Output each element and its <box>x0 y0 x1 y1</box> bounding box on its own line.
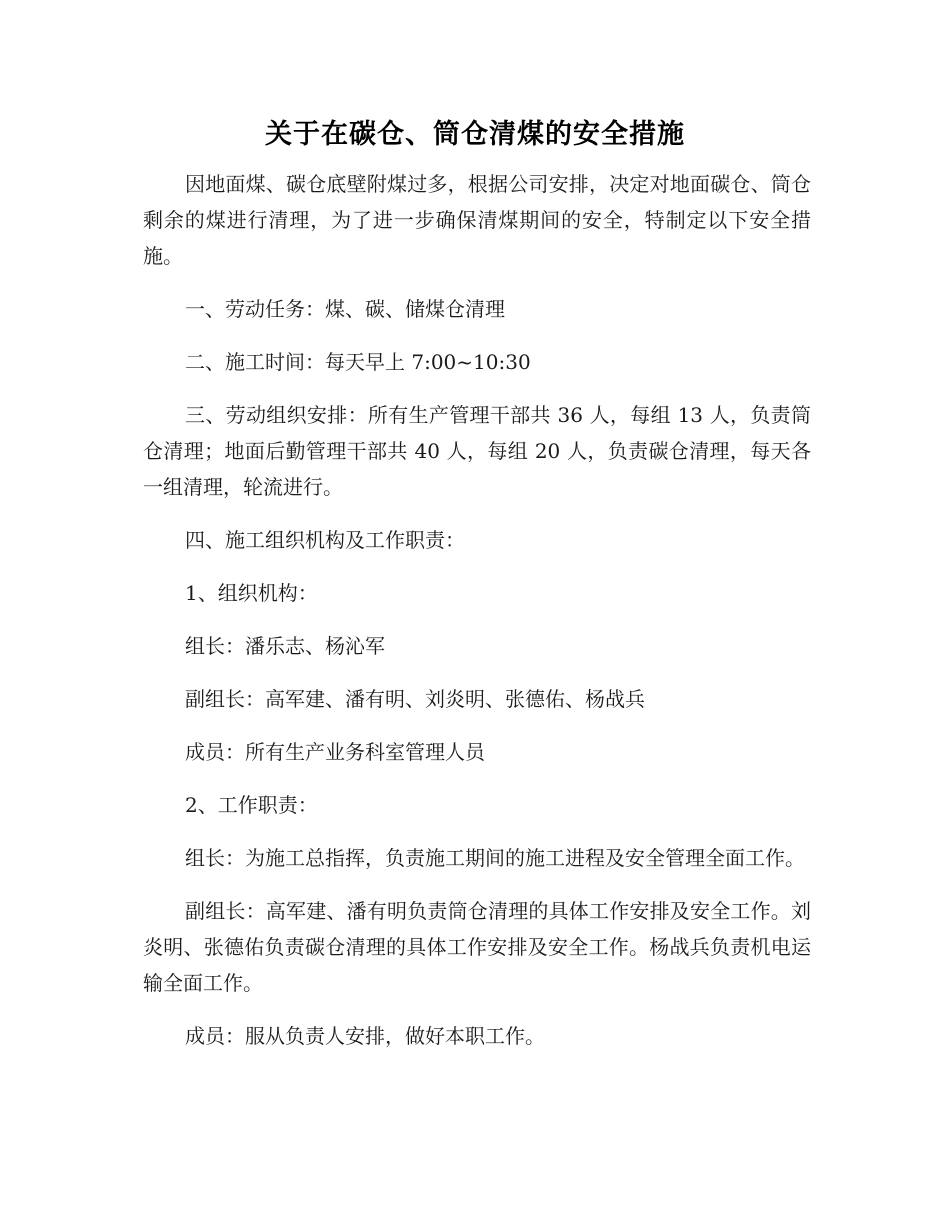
paragraph-labor-organization: 三、劳动组织安排：所有生产管理干部共 36 人，每组 13 人，负责筒仓清理；地面后勤管理干部共 40 人，每组 20 人，负责碳仓清理，每天各一组清理，轮流进行。 <box>143 403 811 499</box>
document-title: 关于在碳仓、筒仓清煤的安全措施 <box>265 119 685 150</box>
paragraph-work-time: 二、施工时间：每天早上 7:00~10:30 <box>185 350 531 374</box>
paragraph-organization-heading: 四、施工组织机构及工作职责： <box>185 528 465 552</box>
paragraph-intro: 因地面煤、碳仓底壁附煤过多，根据公司安排，决定对地面碳仓、筒仓剩余的煤进行清理，为了进一步确保清煤期间的安全，特制定以下安全措施。 <box>143 172 811 268</box>
paragraph-organization-structure: 1、组织机构： <box>185 581 318 605</box>
paragraph-deputy-duty: 副组长：高军建、潘有明负责筒仓清理的具体工作安排及安全工作。刘炎明、张德佑负责碳仓清理的具体工作安排及安全工作。杨战兵负责机电运输全面工作。 <box>143 899 811 995</box>
paragraph-labor-task: 一、劳动任务：煤、碳、储煤仓清理 <box>185 297 505 321</box>
paragraph-deputy-leaders: 副组长：高军建、潘有明、刘炎明、张德佑、杨战兵 <box>185 687 645 711</box>
paragraph-group-leader: 组长：潘乐志、杨沁军 <box>185 634 385 658</box>
document-body <box>143 166 811 1071</box>
paragraph-duties-heading: 2、工作职责： <box>185 793 318 817</box>
paragraph-leader-duty: 组长：为施工总指挥，负责施工期间的施工进程及安全管理全面工作。 <box>185 846 805 870</box>
paragraph-member-duty: 成员：服从负责人安排，做好本职工作。 <box>185 1024 545 1048</box>
paragraph-members: 成员：所有生产业务科室管理人员 <box>185 740 485 764</box>
